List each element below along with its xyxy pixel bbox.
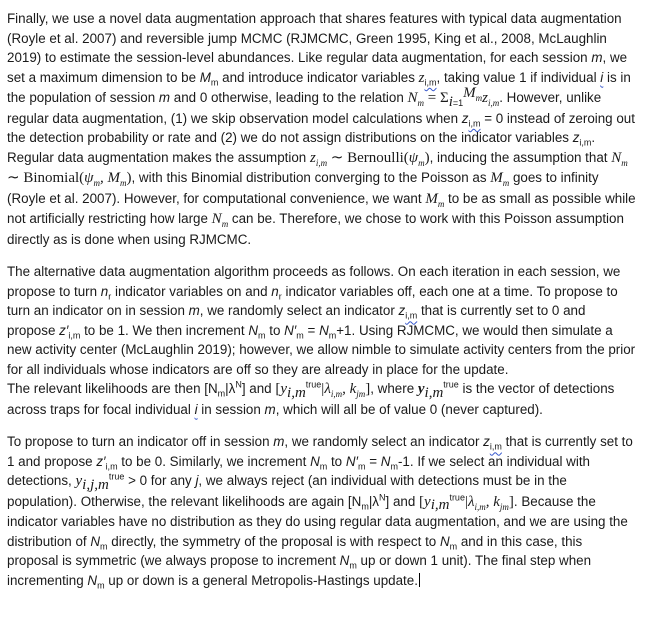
paragraph-data-augmentation-intro[interactable]: Finally, we use a novel data augmentation approach that shares features with typical data augmentation (Royle et al. 2007) and reversible jump MCMC (RJMCMC, Green 1995, King et al., 2008, McLaughlin 2019) to estimate the session-level abundances. Like regular data augmentation, for each session m, we set a maximum dimension to be $M_m$ and introduce indicator variables $z_{i,m}$, taking value 1 if individual i is in the population of session m and 0 otherwise, leading to the relation $N_m = \Sigma_{i=1}^{M_m}z_{i,m}$. However, unlike regular data augmentation, (1) we skip observation model calculations when $z_{i,m} = 0$ instead of zeroing out the detection probability or rate and (2) we do not assign distributions on the indicator variables $z_{i,m}$. Regular data augmentation makes the assumption $z_{i,m}$ ∼ $Bernoulli(\psi_m)$, inducing the assumption that $N_m$ ∼ $Binomial(\psi_m$, $M_m$), with this Binomial distribution converging to the Poisson as $M_m$ goes to infinity (Royle et al. 2007). However, for computational convenience, we want $M_m$ to be as small as possible while not artificially restricting how large $N_m$ can be. Therefore, we chose to work with this Poisson assumption directly as is done when using RJMCMC. [7, 11, 636, 247]
text-cursor [419, 573, 420, 587]
paragraph-algorithm-turn-on[interactable]: The alternative data augmentation algorithm proceeds as follows. On each iteration in each session, we propose to turn $n_r$ indicator variables on and $n_r$ indicator variables off, each one at a time. To propose to turn an indicator on in session m, we randomly select an indicator $z_{i,m}$ that is currently set to 0 and propose $z'_{i,m}$ to be 1. We then increment $N_m$ to $N'_m = N_m+1$. Using RJMCMC, we would then simulate a new activity center (McLaughlin 2019); however, we allow nimble to simulate activity centers from the prior for all individuals whose indicators are off so they are already in place for the update. The relevant likelihoods are then $[N_m|\lambda^N]$ and [$y_{i,m}^{true}|\lambda_{i,m}$, $k_{jm}$], where $y_{i,m}^{true}$ is the vector of detections across traps for focal individual i in session m, which will all be of value 0 (never captured). [7, 264, 636, 417]
paragraph-algorithm-turn-off[interactable]: To propose to turn an indicator off in session m, we randomly select an indicator $z_{i,m}$ that is currently set to 1 and propose $z'_{i,m}$ to be 0. Similarly, we increment $N_m$ to $N'_m = N_m-1$. If we select an individual with detections, $y_{i,j,m}^{true} > 0$ for any j, we always reject (an individual with detections must be in the population). Otherwise, the relevant likelihoods are again $[N_m|\lambda^N]$ and [$y_{i,m}^{true}|\lambda_{i,m}$, $k_{jm}$]. Because the indicator variables have no distribution as they do using regular data augmentation, and we are using the distribution of $N_m$ directly, the symmetry of the proposal is with respect to $N_m$ and in this case, this proposal is symmetric (we always propose to increment $N_m$ up or down 1 unit). The final step when incrementing $N_m$ up or down is a general Metropolis-Hastings update. [7, 434, 633, 591]
